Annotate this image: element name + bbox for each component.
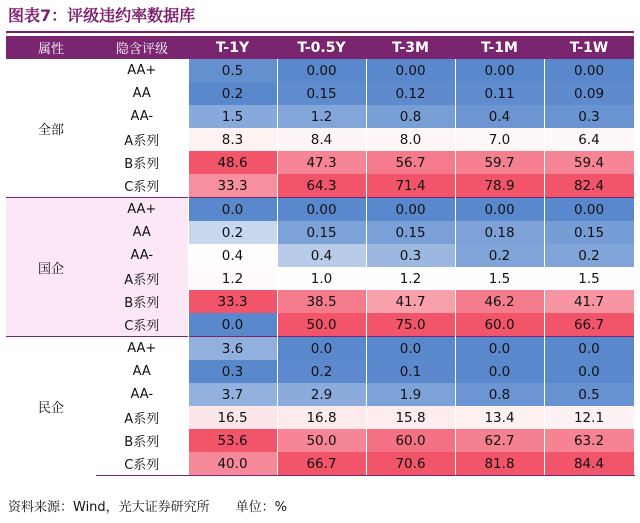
rating-label: A系列 xyxy=(96,267,188,290)
rate-cell: 0.3 xyxy=(188,360,277,383)
rate-cell: 0.12 xyxy=(366,82,455,105)
rate-cell: 82.4 xyxy=(544,174,634,198)
rate-cell: 1.5 xyxy=(188,105,277,128)
rate-cell: 0.5 xyxy=(188,59,277,82)
rate-cell: 75.0 xyxy=(366,313,455,337)
rate-cell: 41.7 xyxy=(366,290,455,313)
rating-label: AA+ xyxy=(96,337,188,361)
rate-cell: 0.0 xyxy=(544,337,634,361)
rate-cell: 60.0 xyxy=(366,429,455,452)
rate-cell: 0.0 xyxy=(366,337,455,361)
rate-cell: 0.00 xyxy=(544,198,634,222)
rate-cell: 33.3 xyxy=(188,290,277,313)
rate-cell: 0.2 xyxy=(277,360,366,383)
rate-cell: 33.3 xyxy=(188,174,277,198)
rate-cell: 56.7 xyxy=(366,151,455,174)
rate-cell: 46.2 xyxy=(455,290,544,313)
rate-cell: 0.2 xyxy=(188,82,277,105)
group-label: 全部 xyxy=(37,122,64,138)
table-row xyxy=(6,151,634,174)
header-t-1w: T-1W xyxy=(544,36,634,59)
rate-cell: 1.5 xyxy=(455,267,544,290)
table-row xyxy=(6,267,634,290)
rate-cell: 0.15 xyxy=(277,82,366,105)
rate-cell: 71.4 xyxy=(366,174,455,198)
table-row xyxy=(6,82,634,105)
header-t-1m: T-1M xyxy=(455,36,544,59)
table-body xyxy=(6,59,634,476)
table-row xyxy=(6,452,634,476)
rate-cell: 38.5 xyxy=(277,290,366,313)
rate-cell: 1.5 xyxy=(544,267,634,290)
table-row xyxy=(6,59,634,82)
rate-cell: 84.4 xyxy=(544,452,634,476)
rate-cell: 40.0 xyxy=(188,452,277,476)
table-row xyxy=(6,198,634,222)
rate-cell: 1.2 xyxy=(188,267,277,290)
rate-cell: 8.3 xyxy=(188,128,277,151)
rating-label: AA- xyxy=(130,387,154,402)
group-label: 民企 xyxy=(6,337,96,476)
rating-label: B系列 xyxy=(124,157,160,172)
rate-cell: 3.7 xyxy=(188,383,277,406)
rate-cell: 62.7 xyxy=(455,429,544,452)
rate-cell: 0.00 xyxy=(455,59,544,82)
rate-cell: 53.6 xyxy=(188,429,277,452)
table-row xyxy=(6,313,634,337)
rate-cell: 0.0 xyxy=(455,360,544,383)
rate-cell: 1.9 xyxy=(366,383,455,406)
rate-cell: 0.09 xyxy=(544,82,634,105)
source-text: 资料来源：Wind，光大证券研究所 xyxy=(8,500,210,515)
rate-cell: 64.3 xyxy=(277,174,366,198)
rate-cell: 2.9 xyxy=(277,383,366,406)
rate-cell: 0.00 xyxy=(277,198,366,222)
table-row xyxy=(6,406,634,429)
rate-cell: 0.00 xyxy=(277,59,366,82)
rate-cell: 0.3 xyxy=(544,105,634,128)
table-row xyxy=(6,290,634,313)
rate-cell: 81.8 xyxy=(455,452,544,476)
rate-cell: 0.5 xyxy=(544,383,634,406)
rate-cell: 0.15 xyxy=(544,221,634,244)
rate-cell: 0.4 xyxy=(455,105,544,128)
rate-cell: 8.4 xyxy=(277,128,366,151)
rate-cell: 41.7 xyxy=(544,290,634,313)
rate-cell: 0.2 xyxy=(544,244,634,267)
rate-cell: 0.8 xyxy=(455,383,544,406)
rate-cell: 3.6 xyxy=(188,337,277,361)
rate-cell: 78.9 xyxy=(455,174,544,198)
rate-cell: 59.7 xyxy=(455,151,544,174)
default-rate-table xyxy=(6,36,635,476)
table-row xyxy=(6,221,634,244)
rate-cell: 50.0 xyxy=(277,313,366,337)
rate-cell: 1.2 xyxy=(277,105,366,128)
rate-cell: 0.0 xyxy=(277,337,366,361)
rate-cell: 1.0 xyxy=(277,267,366,290)
rate-cell: 1.2 xyxy=(366,267,455,290)
rate-cell: 0.0 xyxy=(188,198,277,222)
rating-label: A系列 xyxy=(124,134,160,149)
rate-cell: 63.2 xyxy=(544,429,634,452)
rate-cell: 0.11 xyxy=(455,82,544,105)
table-row xyxy=(6,174,634,198)
rate-cell: 0.0 xyxy=(455,337,544,361)
rating-label: B系列 xyxy=(124,435,160,450)
rate-cell: 66.7 xyxy=(277,452,366,476)
table-row xyxy=(6,360,634,383)
rate-cell: 47.3 xyxy=(277,151,366,174)
rate-cell: 13.4 xyxy=(455,406,544,429)
rate-cell: 0.4 xyxy=(277,244,366,267)
rating-label: AA+ xyxy=(96,198,188,222)
rate-cell: 0.2 xyxy=(455,244,544,267)
rate-cell: 0.8 xyxy=(366,105,455,128)
rating-label: AA- xyxy=(96,244,188,267)
rating-label: B系列 xyxy=(96,290,188,313)
rate-cell: 7.0 xyxy=(455,128,544,151)
rating-label: C系列 xyxy=(96,313,188,337)
rating-label: AA- xyxy=(130,109,154,124)
rate-cell: 0.18 xyxy=(455,221,544,244)
rating-label: AA+ xyxy=(127,63,157,78)
rating-label: C系列 xyxy=(124,180,160,195)
rate-cell: 66.7 xyxy=(544,313,634,337)
rate-cell: 0.00 xyxy=(544,59,634,82)
table-row xyxy=(6,105,634,128)
rate-cell: 48.6 xyxy=(188,151,277,174)
rate-cell: 59.4 xyxy=(544,151,634,174)
header-t-0.5y: T-0.5Y xyxy=(277,36,366,59)
rating-label: AA xyxy=(132,86,151,101)
rating-label: AA xyxy=(132,364,151,379)
group-label: 国企 xyxy=(6,198,96,337)
rating-label: A系列 xyxy=(124,412,160,427)
rate-cell: 16.5 xyxy=(188,406,277,429)
header-t-1y: T-1Y xyxy=(188,36,277,59)
rate-cell: 6.4 xyxy=(544,128,634,151)
table-row xyxy=(6,383,634,406)
chart-title: 图表7：评级违约率数据库 xyxy=(8,6,196,25)
rate-cell: 0.0 xyxy=(188,313,277,337)
rate-cell: 0.4 xyxy=(188,244,277,267)
rate-cell: 0.0 xyxy=(544,360,634,383)
rate-cell: 50.0 xyxy=(277,429,366,452)
table-row xyxy=(6,128,634,151)
rate-cell: 15.8 xyxy=(366,406,455,429)
rate-cell: 0.3 xyxy=(366,244,455,267)
rate-cell: 60.0 xyxy=(455,313,544,337)
header-t-3m: T-3M xyxy=(366,36,455,59)
rating-label: C系列 xyxy=(96,452,188,476)
rate-cell: 12.1 xyxy=(544,406,634,429)
rate-cell: 0.1 xyxy=(366,360,455,383)
table-row xyxy=(6,429,634,452)
rate-cell: 0.00 xyxy=(366,198,455,222)
header-attribute: 属性 xyxy=(6,36,96,59)
rate-cell: 8.0 xyxy=(366,128,455,151)
header-row xyxy=(6,36,634,59)
table-row xyxy=(6,244,634,267)
rate-cell: 16.8 xyxy=(277,406,366,429)
header-implied-rating: 隐含评级 xyxy=(96,36,188,59)
unit-text: 单位：% xyxy=(235,500,288,515)
rate-cell: 0.15 xyxy=(277,221,366,244)
rate-cell: 0.00 xyxy=(366,59,455,82)
source-note xyxy=(8,498,287,518)
rating-label: AA xyxy=(96,221,188,244)
rate-cell: 0.00 xyxy=(455,198,544,222)
rate-cell: 70.6 xyxy=(366,452,455,476)
table-row xyxy=(6,337,634,361)
rate-cell: 0.2 xyxy=(188,221,277,244)
title-divider xyxy=(6,31,634,33)
rate-cell: 0.15 xyxy=(366,221,455,244)
